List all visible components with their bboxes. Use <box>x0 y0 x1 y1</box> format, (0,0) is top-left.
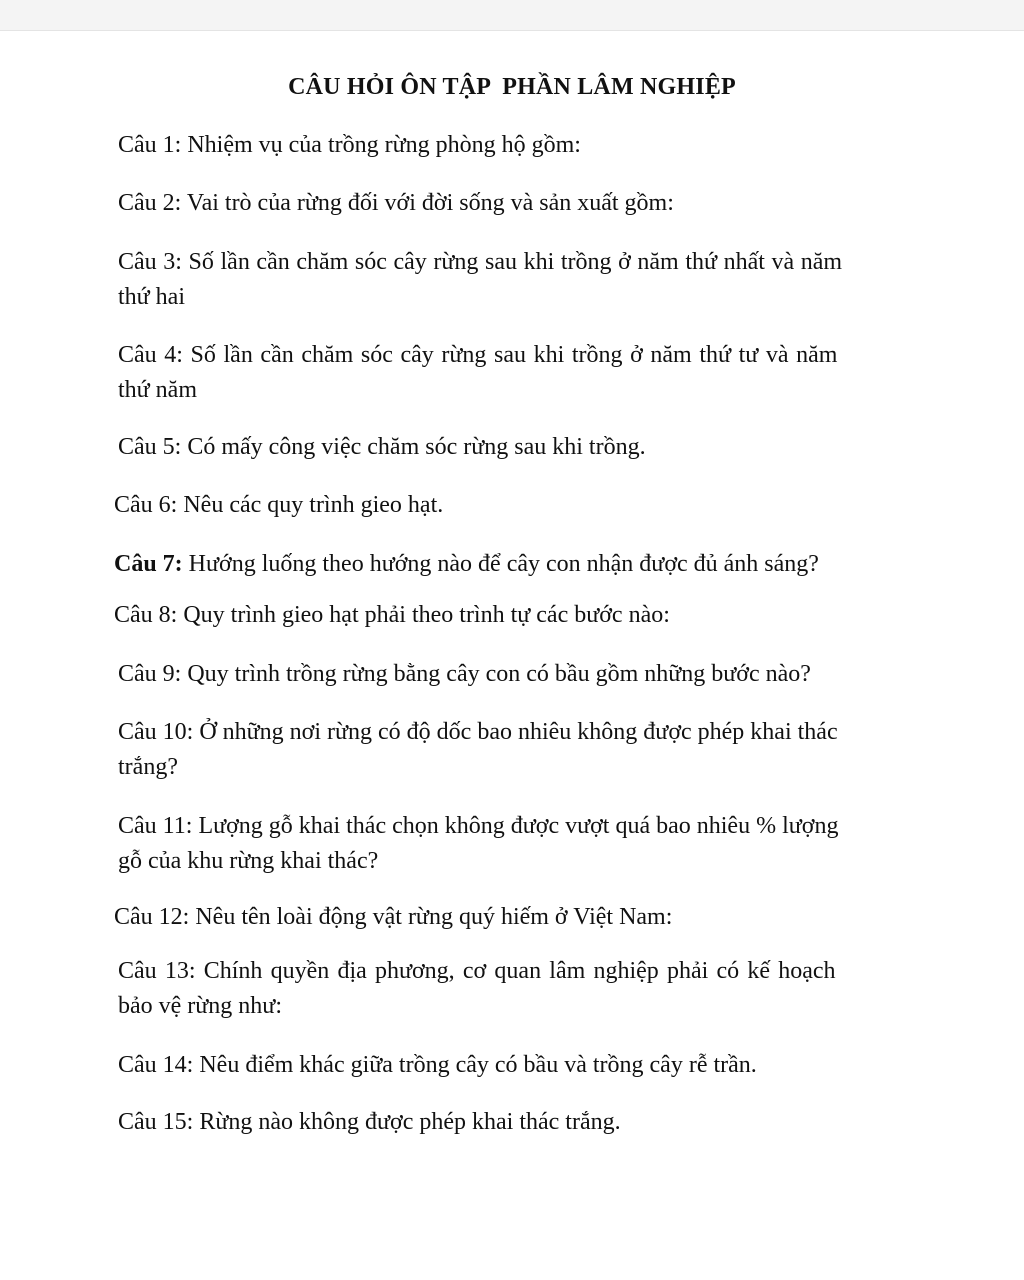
question-item <box>114 488 904 523</box>
question-number: Câu 10: <box>118 719 194 745</box>
question-number: Câu 9: <box>118 661 182 687</box>
question-number: Câu 3: <box>118 249 182 275</box>
question-number: Câu 7: <box>114 551 183 577</box>
question-item <box>118 1048 908 1083</box>
document-page <box>0 31 1024 1280</box>
question-number: Câu 4: <box>118 342 183 368</box>
question-text: Quy trình gieo hạt phải theo trình tự các bước nào: <box>183 602 670 628</box>
question-text: Có mấy công việc chăm sóc rừng sau khi trồng. <box>187 434 646 460</box>
question-number: Câu 8: <box>114 602 178 628</box>
viewer-top-bar <box>0 0 1024 31</box>
document-title: CÂU HỎI ÔN TẬP PHẦN LÂM NGHIỆP <box>288 74 736 100</box>
question-number: Câu 15: <box>118 1109 194 1135</box>
question-item <box>118 954 908 1024</box>
question-item <box>114 547 904 582</box>
question-number: Câu 11: <box>118 813 193 839</box>
question-text-continued: thứ hai <box>118 284 185 310</box>
question-number: Câu 12: <box>114 904 190 930</box>
question-text-continued: bảo vệ rừng như: <box>118 993 282 1019</box>
question-number: Câu 13: <box>118 958 196 984</box>
question-text: Chính quyền địa phương, cơ quan lâm nghiệp phải có kế hoạch <box>203 958 836 984</box>
question-item <box>118 430 908 465</box>
question-number: Câu 14: <box>118 1052 194 1078</box>
question-text-continued: thứ năm <box>118 377 197 403</box>
question-text: Vai trò của rừng đối với đời sống và sản xuất gồm: <box>186 190 674 216</box>
question-text: Nhiệm vụ của trồng rừng phòng hộ gồm: <box>187 132 581 158</box>
question-item <box>118 186 908 221</box>
question-text: Nêu điểm khác giữa trồng cây có bầu và trồng cây rễ trần. <box>199 1052 757 1078</box>
question-text: Rừng nào không được phép khai thác trắng. <box>199 1109 621 1135</box>
question-item <box>118 657 908 692</box>
question-text-continued: trắng? <box>118 754 178 780</box>
question-text: Số lần cần chăm sóc cây rừng sau khi trồng ở năm thứ nhất và năm <box>188 249 843 275</box>
question-item <box>118 128 908 163</box>
question-text: Quy trình trồng rừng bằng cây con có bầu gồm những bước nào? <box>187 661 811 687</box>
question-number: Câu 5: <box>118 434 182 460</box>
question-number: Câu 2: <box>118 190 182 216</box>
question-number: Câu 6: <box>114 492 178 518</box>
question-item <box>118 715 908 785</box>
question-text: Hướng luống theo hướng nào để cây con nhận được đủ ánh sáng? <box>188 551 819 577</box>
question-text: Lượng gỗ khai thác chọn không được vượt quá bao nhiêu % lượng <box>198 813 839 839</box>
question-text: Nêu các quy trình gieo hạt. <box>183 492 444 518</box>
question-text: Ở những nơi rừng có độ dốc bao nhiêu không được phép khai thác <box>199 719 838 745</box>
question-item <box>118 245 908 315</box>
question-text-continued: gỗ của khu rừng khai thác? <box>118 848 379 874</box>
question-number: Câu 1: <box>118 132 182 158</box>
question-item <box>118 1105 908 1140</box>
question-item <box>118 338 908 408</box>
question-item <box>114 598 904 633</box>
question-item <box>118 809 908 879</box>
question-text: Nêu tên loài động vật rừng quý hiếm ở Việt Nam: <box>195 904 673 930</box>
question-text: Số lần cần chăm sóc cây rừng sau khi trồng ở năm thứ tư và năm <box>190 342 838 368</box>
question-item <box>114 900 904 935</box>
